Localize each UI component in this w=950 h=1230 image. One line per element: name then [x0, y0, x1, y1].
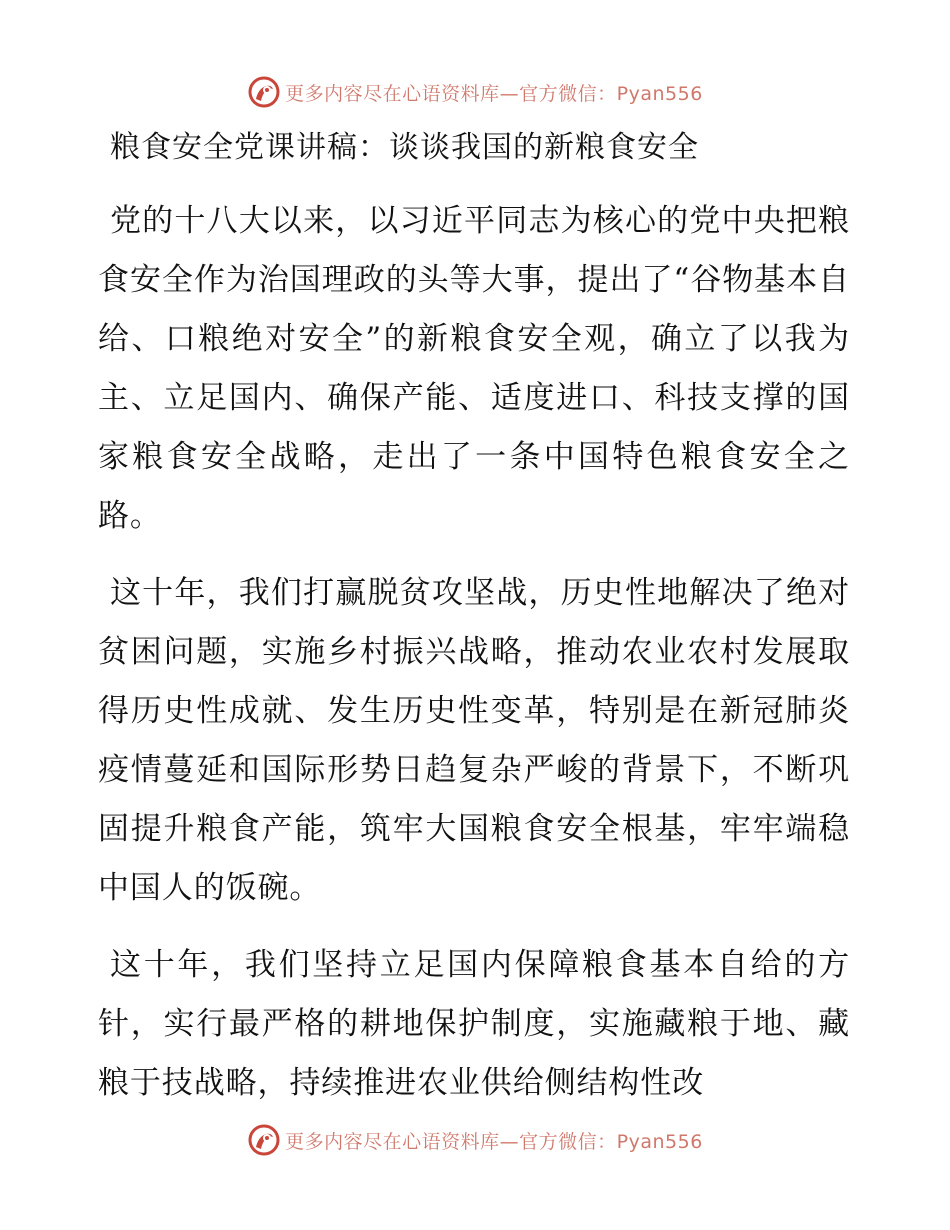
- paragraph-2: 这十年，我们打赢脱贫攻坚战，历史性地解决了绝对贫困问题，实施乡村振兴战略，推动农业农村发展取得历史性成就、发生历史性变革，特别是在新冠肺炎疫情蔓延和国际形势日趋复杂严峻的背景下，不断巩固提升粮食产能，筑牢大国粮食安全根基，牢牢端稳中国人的饭碗。: [98, 575, 850, 906]
- watermark-text: 更多内容尽在心语资料库—官方微信：Pyan556: [285, 82, 703, 105]
- watermark-banner-bottom: [0, 1118, 950, 1162]
- paragraph-1: 党的十八大以来，以习近平同志为核心的党中央把粮食安全作为治国理政的头等大事，提出了“谷物基本自给、口粮绝对安全”的新粮食安全观，确立了以我为主、立足国内、确保产能、适度进口、科技支撑的国家粮食安全战略，走出了一条中国特色粮食安全之路。: [98, 203, 850, 534]
- document-title: 粮食安全党课讲稿：谈谈我国的新粮食安全: [110, 130, 699, 165]
- watermark-banner-top: [0, 70, 950, 114]
- document-body: [98, 192, 850, 1131]
- watermark-text: 更多内容尽在心语资料库—官方微信：Pyan556: [285, 1130, 703, 1153]
- flower-swirl-logo-icon: [247, 75, 281, 109]
- paragraph-3: 这十年，我们坚持立足国内保障粮食基本自给的方针，实行最严格的耕地保护制度，实施藏粮于地、藏粮于技战略，持续推进农业供给侧结构性改: [98, 947, 850, 1101]
- flower-swirl-logo-icon: [247, 1123, 281, 1157]
